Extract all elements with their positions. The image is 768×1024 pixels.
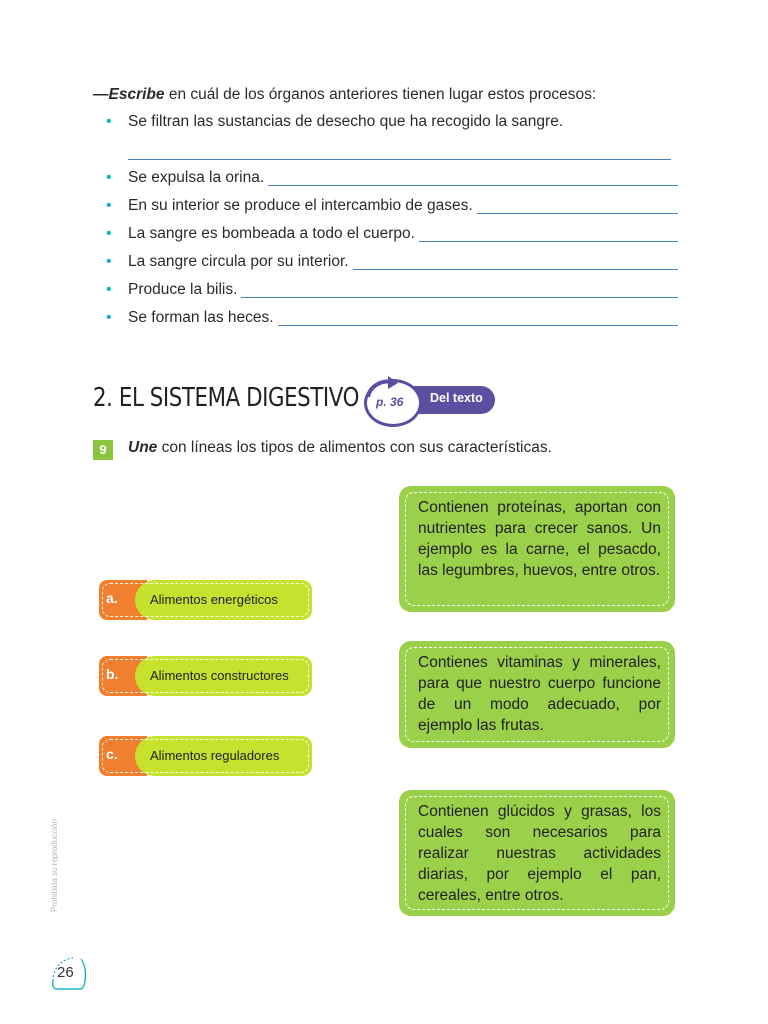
food-type-label: Alimentos reguladores [150,748,280,763]
description-text: Contienes vitaminas y minerales, para que nuestro cuerpo funcione de un modo adecuado, por ejemplo las frutas. [418,654,661,734]
food-type-label: Alimentos energéticos [150,592,278,607]
list-item-text: Se forman las heces. [128,309,274,326]
copyright-note: Prohibida su reproducción [50,819,59,912]
list-item-text: La sangre es bombeada a todo el cuerpo. [128,225,415,242]
exercise-instruction [128,439,552,457]
exercise-number: 9 [93,440,113,460]
process-list [106,111,678,335]
bullet-icon: • [106,281,112,298]
instruction-text [93,86,596,104]
food-type-letter-text: b. [106,666,119,682]
page-number-badge [51,955,85,989]
answer-line[interactable] [419,223,678,242]
instruction-rest: en cuál de los órganos anteriores tienen lugar estos procesos: [164,86,597,103]
food-type-body [135,656,312,696]
food-type-b[interactable] [99,656,312,696]
description-card-2[interactable] [399,641,675,748]
bullet-icon: • [106,169,112,186]
bullet-icon: • [106,113,112,130]
food-type-body [135,736,312,776]
list-item [106,111,678,167]
food-type-letter-text: a. [106,590,118,606]
answer-line[interactable] [353,251,678,270]
list-item-text: En su interior se produce el intercambio de gases. [128,197,473,214]
exercise-bold: Une [128,439,158,456]
list-item [106,279,678,307]
food-type-letter-text: c. [106,746,118,762]
list-item [106,167,678,195]
exercise-rest: con líneas los tipos de alimentos con sus características. [157,439,552,456]
list-item-text: Se filtran las sustancias de desecho que ha recogido la sangre. [128,113,564,130]
list-item [106,195,678,223]
food-type-label: Alimentos constructores [150,668,289,683]
list-item [106,223,678,251]
list-item-text: Produce la bilis. [128,281,238,298]
list-item-text: La sangre circula por su interior. [128,253,349,270]
bullet-icon: • [106,197,112,214]
bullet-icon: • [106,253,112,270]
instruction-bold: —Escribe [93,86,165,103]
answer-line[interactable] [477,195,678,214]
answer-line[interactable] [278,307,678,326]
description-card-3[interactable] [399,790,675,916]
food-type-body [135,580,312,620]
answer-line[interactable] [241,279,678,298]
answer-line[interactable] [128,133,671,160]
food-type-a[interactable] [99,580,312,620]
description-card-1[interactable] [399,486,675,612]
textbook-reference-badge[interactable] [358,375,498,425]
description-text: Contienen proteínas, aportan con nutrientes para crecer sanos. Un ejemplo es la carne, el pesacdo, las legumbres, huevos, entre otros. [418,499,661,579]
list-item-text: Se expulsa la orina. [128,169,265,186]
section-title: 2. EL SISTEMA DIGESTIVO [93,383,359,413]
list-item [106,251,678,279]
bullet-icon: • [106,225,112,242]
return-arrow-icon [358,375,418,405]
answer-line[interactable] [268,167,678,186]
bullet-icon: • [106,309,112,326]
badge-label: Del texto [430,391,483,405]
page-number: 26 [57,964,74,981]
description-text: Contienen glúcidos y grasas, los cuales son necesarios para realizar nuestras actividades diarias, por ejemplo el pan, cereales, entre otros. [418,803,661,904]
badge-page: p. 36 [376,395,404,409]
food-type-c[interactable] [99,736,312,776]
list-item [106,307,678,335]
